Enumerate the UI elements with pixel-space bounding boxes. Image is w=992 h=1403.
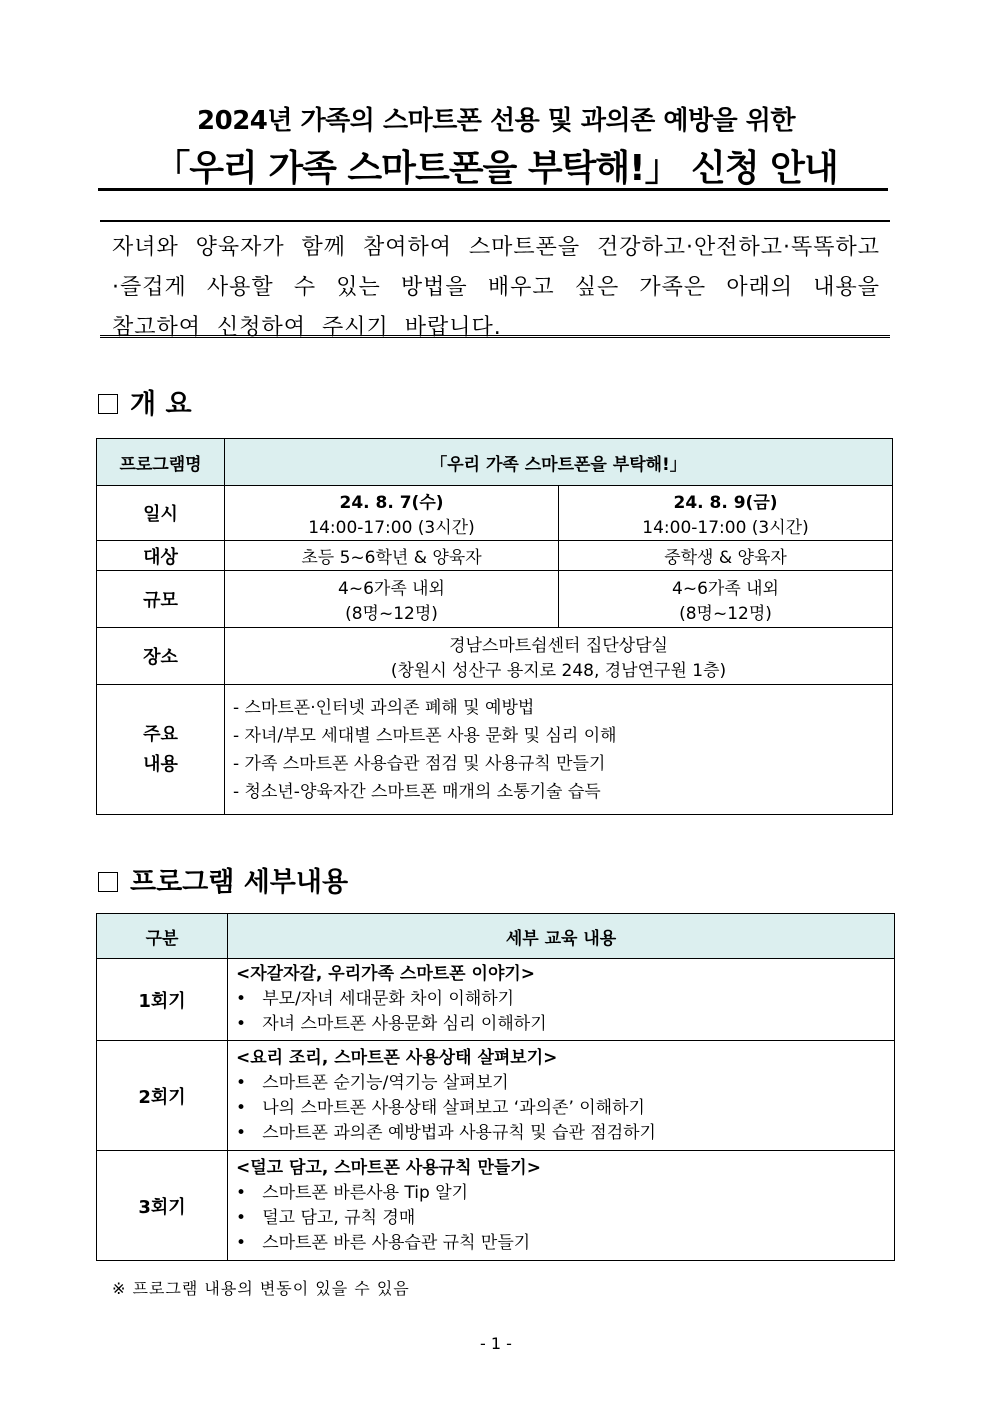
list-item: - 가족 스마트폰 사용습관 점검 및 사용규칙 만들기	[233, 753, 606, 774]
session1-date: 24. 8. 7(수)	[339, 493, 444, 513]
footnote: ※ 프로그램 내용의 변동이 있을 수 있음	[112, 1279, 410, 1298]
scale2	[559, 571, 893, 628]
session-content	[228, 1041, 895, 1151]
scale2-line1: 4~6가족 내외	[672, 579, 779, 599]
target-label: 대상	[97, 541, 225, 571]
col-header-content: 세부 교육 내용	[228, 914, 895, 959]
content-label-line1: 주요	[143, 723, 178, 745]
overview-table	[96, 438, 893, 815]
details-table	[96, 913, 895, 1261]
place	[225, 628, 893, 685]
bullet-icon: •	[236, 1182, 247, 1203]
table-row	[97, 628, 893, 685]
content-list	[225, 685, 893, 815]
checkbox-square-icon	[98, 394, 118, 414]
intro-text: 자녀와 양육자가 함께 참여하여 스마트폰을 건강하고·안전하고·똑똑하고·즐겁게 사용할 수 있는 방법을 배우고 싶은 가족은 아래의 내용을 참고하여 신청하여 주시기 바랍니다.	[112, 235, 880, 340]
table-row	[97, 1041, 895, 1151]
section-heading-overview	[98, 382, 192, 421]
scale2-line2: (8명~12명)	[679, 604, 772, 624]
table-row	[97, 685, 893, 815]
place-line2: (창원시 성산구 용지로 248, 경남연구원 1층)	[390, 661, 727, 681]
place-line1: 경남스마트쉼센터 집단상담실	[449, 636, 668, 656]
scale1	[225, 571, 559, 628]
session2-datetime	[559, 486, 893, 541]
document-subtitle: 2024년 가족의 스마트폰 선용 및 과의존 예방을 위한	[197, 106, 795, 136]
table-row	[97, 439, 893, 486]
list-item: • 부모/자녀 세대문화 차이 이해하기	[236, 989, 515, 1009]
session2-time: 14:00-17:00 (3시간)	[642, 518, 809, 538]
place-label: 장소	[97, 628, 225, 685]
table-row	[97, 1151, 895, 1261]
bullet-icon: •	[236, 1232, 247, 1253]
list-item: • 덜고 담고, 규칙 경매	[236, 1207, 416, 1228]
section-heading-details	[98, 860, 348, 899]
bullet-icon: •	[236, 1072, 247, 1093]
session2-date: 24. 8. 9(금)	[673, 493, 778, 513]
table-row	[97, 914, 895, 959]
target1: 초등 5~6학년 & 양육자	[225, 541, 559, 571]
page-number: - 1 -	[480, 1334, 512, 1353]
col-header-category: 구분	[97, 914, 228, 959]
scale1-line2: (8명~12명)	[345, 604, 438, 624]
session-label: 1회기	[97, 959, 228, 1041]
program-name-label: 프로그램명	[97, 439, 225, 486]
content-label-line2: 내용	[143, 753, 178, 775]
document-title: 「우리 가족 스마트폰을 부탁해!」 신청 안내	[154, 148, 838, 189]
target2: 중학생 & 양육자	[559, 541, 893, 571]
checkbox-square-icon	[98, 872, 118, 892]
list-item: - 청소년-양육자간 스마트폰 매개의 소통기술 습득	[233, 781, 601, 802]
list-item: • 스마트폰 순기능/역기능 살펴보기	[236, 1072, 509, 1093]
bullet-icon: •	[236, 1122, 247, 1143]
date-label: 일시	[97, 486, 225, 541]
bullet-icon: •	[236, 1207, 247, 1228]
program-name-value: 「우리 가족 스마트폰을 부탁해!」	[225, 439, 893, 486]
bullet-icon: •	[236, 1014, 247, 1034]
session-label: 3회기	[97, 1151, 228, 1261]
session1-datetime	[225, 486, 559, 541]
section-heading-text: 개 요	[130, 389, 192, 420]
session-label: 2회기	[97, 1041, 228, 1151]
bullet-icon: •	[236, 989, 247, 1009]
list-item: • 나의 스마트폰 사용상태 살펴보고 ‘과의존’ 이해하기	[236, 1097, 645, 1118]
list-item: - 자녀/부모 세대별 스마트폰 사용 문화 및 심리 이해	[233, 725, 617, 746]
scale-label: 규모	[97, 571, 225, 628]
content-label	[97, 685, 225, 815]
list-item: • 스마트폰 바른 사용습관 규칙 만들기	[236, 1232, 531, 1253]
bullet-icon: •	[236, 1097, 247, 1118]
session-title: <요리 조리, 스마트폰 사용상태 살펴보기>	[236, 1047, 558, 1068]
table-row	[97, 486, 893, 541]
session-title: <자갈자갈, 우리가족 스마트폰 이야기>	[236, 964, 536, 984]
scale1-line1: 4~6가족 내외	[338, 579, 445, 599]
list-item: - 스마트폰·인터넷 과의존 폐해 및 예방법	[233, 697, 535, 718]
section-heading-text: 프로그램 세부내용	[130, 867, 349, 898]
table-row	[97, 571, 893, 628]
list-item: • 스마트폰 과의존 예방법과 사용규칙 및 습관 점검하기	[236, 1122, 656, 1143]
session-content	[228, 959, 895, 1041]
session-title: <덜고 담고, 스마트폰 사용규칙 만들기>	[236, 1157, 541, 1178]
title-underline	[98, 188, 888, 191]
table-row	[97, 541, 893, 571]
session-content	[228, 1151, 895, 1261]
list-item: • 스마트폰 바른사용 Tip 알기	[236, 1182, 469, 1203]
table-row	[97, 959, 895, 1041]
session1-time: 14:00-17:00 (3시간)	[308, 518, 475, 538]
list-item: • 자녀 스마트폰 사용문화 심리 이해하기	[236, 1014, 547, 1034]
